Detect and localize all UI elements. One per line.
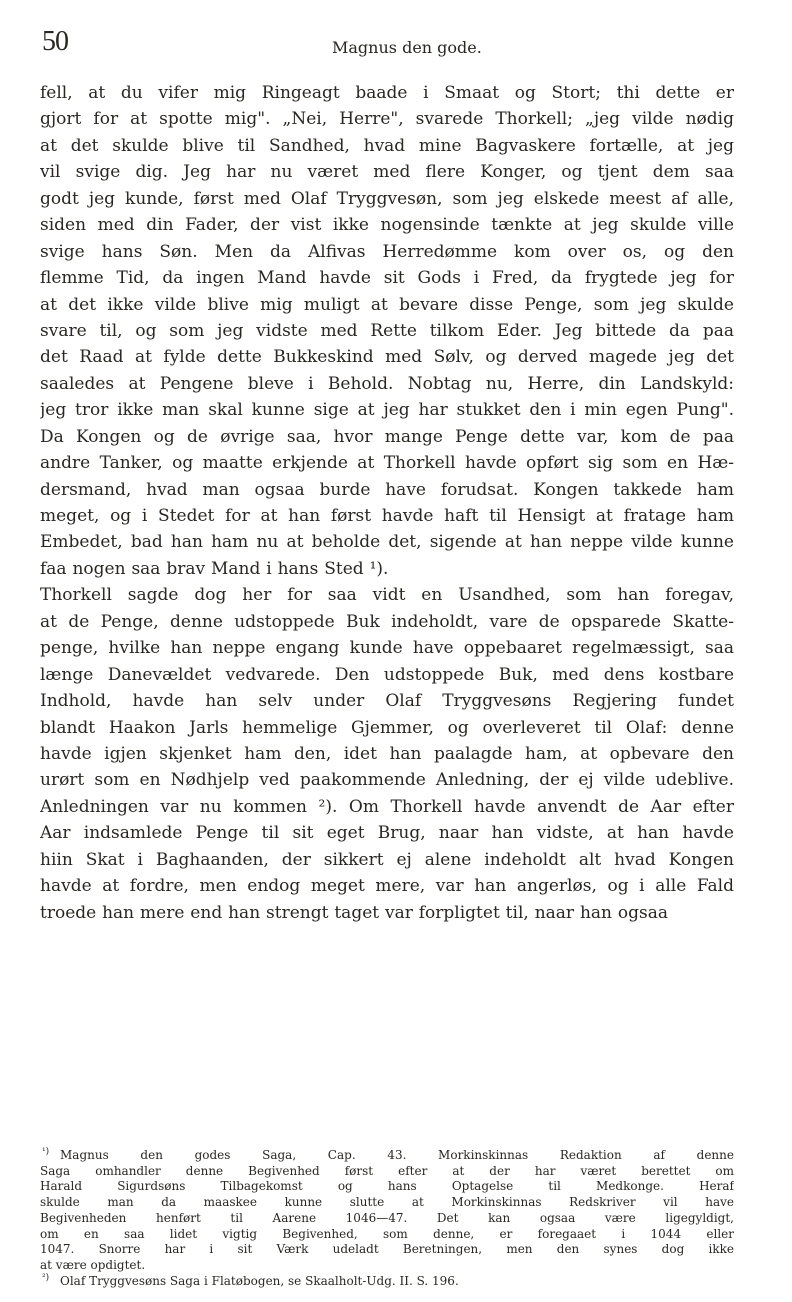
text-line: siden med din Fader, der vist ikke nogensinde tænkte at jeg skulde ville xyxy=(40,215,734,236)
footnote-line: Magnus den godes Saga, Cap. 43. Morkinskinnas Redaktion af denne xyxy=(60,1148,734,1162)
text-line: Da Kongen og de øvrige saa, hvor mange Penge dette var, kom de paa xyxy=(40,426,734,447)
text-line: det Raad at fylde dette Bukkeskind med Sølv, og derved magede jeg det xyxy=(40,347,734,368)
text-line: jeg tror ikke man skal kunne sige at jeg har stukket den i min egen Pung". xyxy=(40,400,734,421)
text-line: svare til, og som jeg vidste med Rette tilkom Eder. Jeg bittede da paa xyxy=(40,320,734,341)
text-line: Embedet, bad han ham nu at beholde det, sigende at han neppe vilde kunne xyxy=(40,532,734,553)
text-line: saaledes at Pengene bleve i Behold. Nobtag nu, Herre, din Landskyld: xyxy=(40,373,734,394)
page-header xyxy=(42,26,742,60)
text-line: Indhold, havde han selv under Olaf Tryggvesøns Regjering fundet xyxy=(40,691,734,712)
text-line: meget, og i Stedet for at han først havde haft til Hensigt at fratage ham xyxy=(40,506,734,526)
page-edge-marks xyxy=(778,260,792,760)
text-line: andre Tanker, og maatte erkjende at Thorkell havde opført sig som en Hæ- xyxy=(40,453,734,474)
footnote-line: 1047. Snorre har i sit Værk udeladt Beretningen, men den synes dog ikke xyxy=(40,1242,734,1257)
footnote-line: skulde man da maaskee kunne slutte at Morkinskinnas Redskriver vil have xyxy=(40,1195,734,1210)
text-line: Anledningen var nu kommen ²). Om Thorkell havde anvendt de Aar efter xyxy=(40,796,734,817)
page-number: 50 xyxy=(42,26,68,57)
text-line: at det skulde blive til Sandhed, hvad mine Bagvaskere fortælle, at jeg xyxy=(40,135,734,156)
text-line: blandt Haakon Jarls hemmelige Gjemmer, og overleveret til Olaf: denne xyxy=(40,717,734,738)
text-line: svige hans Søn. Men da Alfivas Herredømme kom over os, og den xyxy=(40,241,734,262)
footnote-line: om en saa lidet vigtig Begivenhed, som denne, er foregaaet i 1044 eller xyxy=(40,1226,734,1241)
running-title: Magnus den gode. xyxy=(332,38,482,57)
text-line: vil svige dig. Jeg har nu været med flere Konger, og tjent dem saa xyxy=(40,162,734,183)
text-line: fell, at du vifer mig Ringeagt baade i Smaat og Stort; thi dette er xyxy=(40,83,734,103)
footnotes xyxy=(40,1148,734,1289)
body-text xyxy=(40,80,734,926)
text-line: længe Danevældet vedvarede. Den udstoppede Buk, med dens kostbare xyxy=(40,664,734,685)
text-line: gjort for at spotte mig". „Nei, Herre", svarede Thorkell; „jeg vilde nødig xyxy=(40,109,734,130)
text-line: godt jeg kunde, først med Olaf Tryggvesøn, som jeg elskede meest af alle, xyxy=(40,188,734,209)
text-line: flemme Tid, da ingen Mand havde sit Gods i Fred, da frygtede jeg for xyxy=(40,268,734,289)
text-line: penge, hvilke han neppe engang kunde have oppebaaret regelmæssigt, saa xyxy=(40,638,734,659)
text-line: Aar indsamlede Penge til sit eget Brug, naar han vidste, at han havde xyxy=(40,823,734,844)
footnote-line: Saga omhandler denne Begivenhed først efter at der har været berettet om xyxy=(40,1163,734,1178)
text-line: at det ikke vilde blive mig muligt at bevare disse Penge, som jeg skulde xyxy=(40,294,734,315)
text-line: urørt som en Nødhjelp ved paakommende Anledning, der ej vilde udeblive. xyxy=(40,770,734,791)
text-line: at de Penge, denne udstoppede Buk indeholdt, vare de opsparede Skatte- xyxy=(40,611,734,632)
footnote-line: Begivenheden henført til Aarene 1046—47. Det kan ogsaa være ligegyldigt, xyxy=(40,1210,734,1225)
text-line: havde igjen skjenket ham den, idet han paalagde ham, at opbevare den xyxy=(40,743,734,764)
footnote xyxy=(40,1274,734,1290)
footnote-line: at være opdigtet. xyxy=(40,1257,146,1272)
text-line: dersmand, hvad man ogsaa burde have forudsat. Kongen takkede ham xyxy=(40,479,734,500)
footnote xyxy=(40,1148,734,1274)
footnote-mark: ¹) xyxy=(42,1147,50,1157)
footnote-mark: ²) xyxy=(42,1272,50,1283)
text-line: troede han mere end han strengt taget var forpligtet til, naar han ogsaa xyxy=(40,902,668,923)
text-line: faa nogen saa brav Mand i hans Sted ¹). xyxy=(40,558,389,579)
text-line: hiin Skat i Baghaanden, der sikkert ej alene indeholdt alt hvad Kongen xyxy=(40,849,734,870)
footnote-line: Harald Sigurdsøns Tilbagekomst og hans Optagelse til Medkonge. Heraf xyxy=(40,1179,734,1194)
text-line: havde at fordre, men endog meget mere, var han angerløs, og i alle Fald xyxy=(40,876,734,897)
text-line: Thorkell sagde dog her for saa vidt en Usandhed, som han foregav, xyxy=(40,585,734,606)
footnote-line: Olaf Tryggvesøns Saga i Flatøbogen, se Skaalholt-Udg. II. S. 196. xyxy=(60,1273,459,1288)
